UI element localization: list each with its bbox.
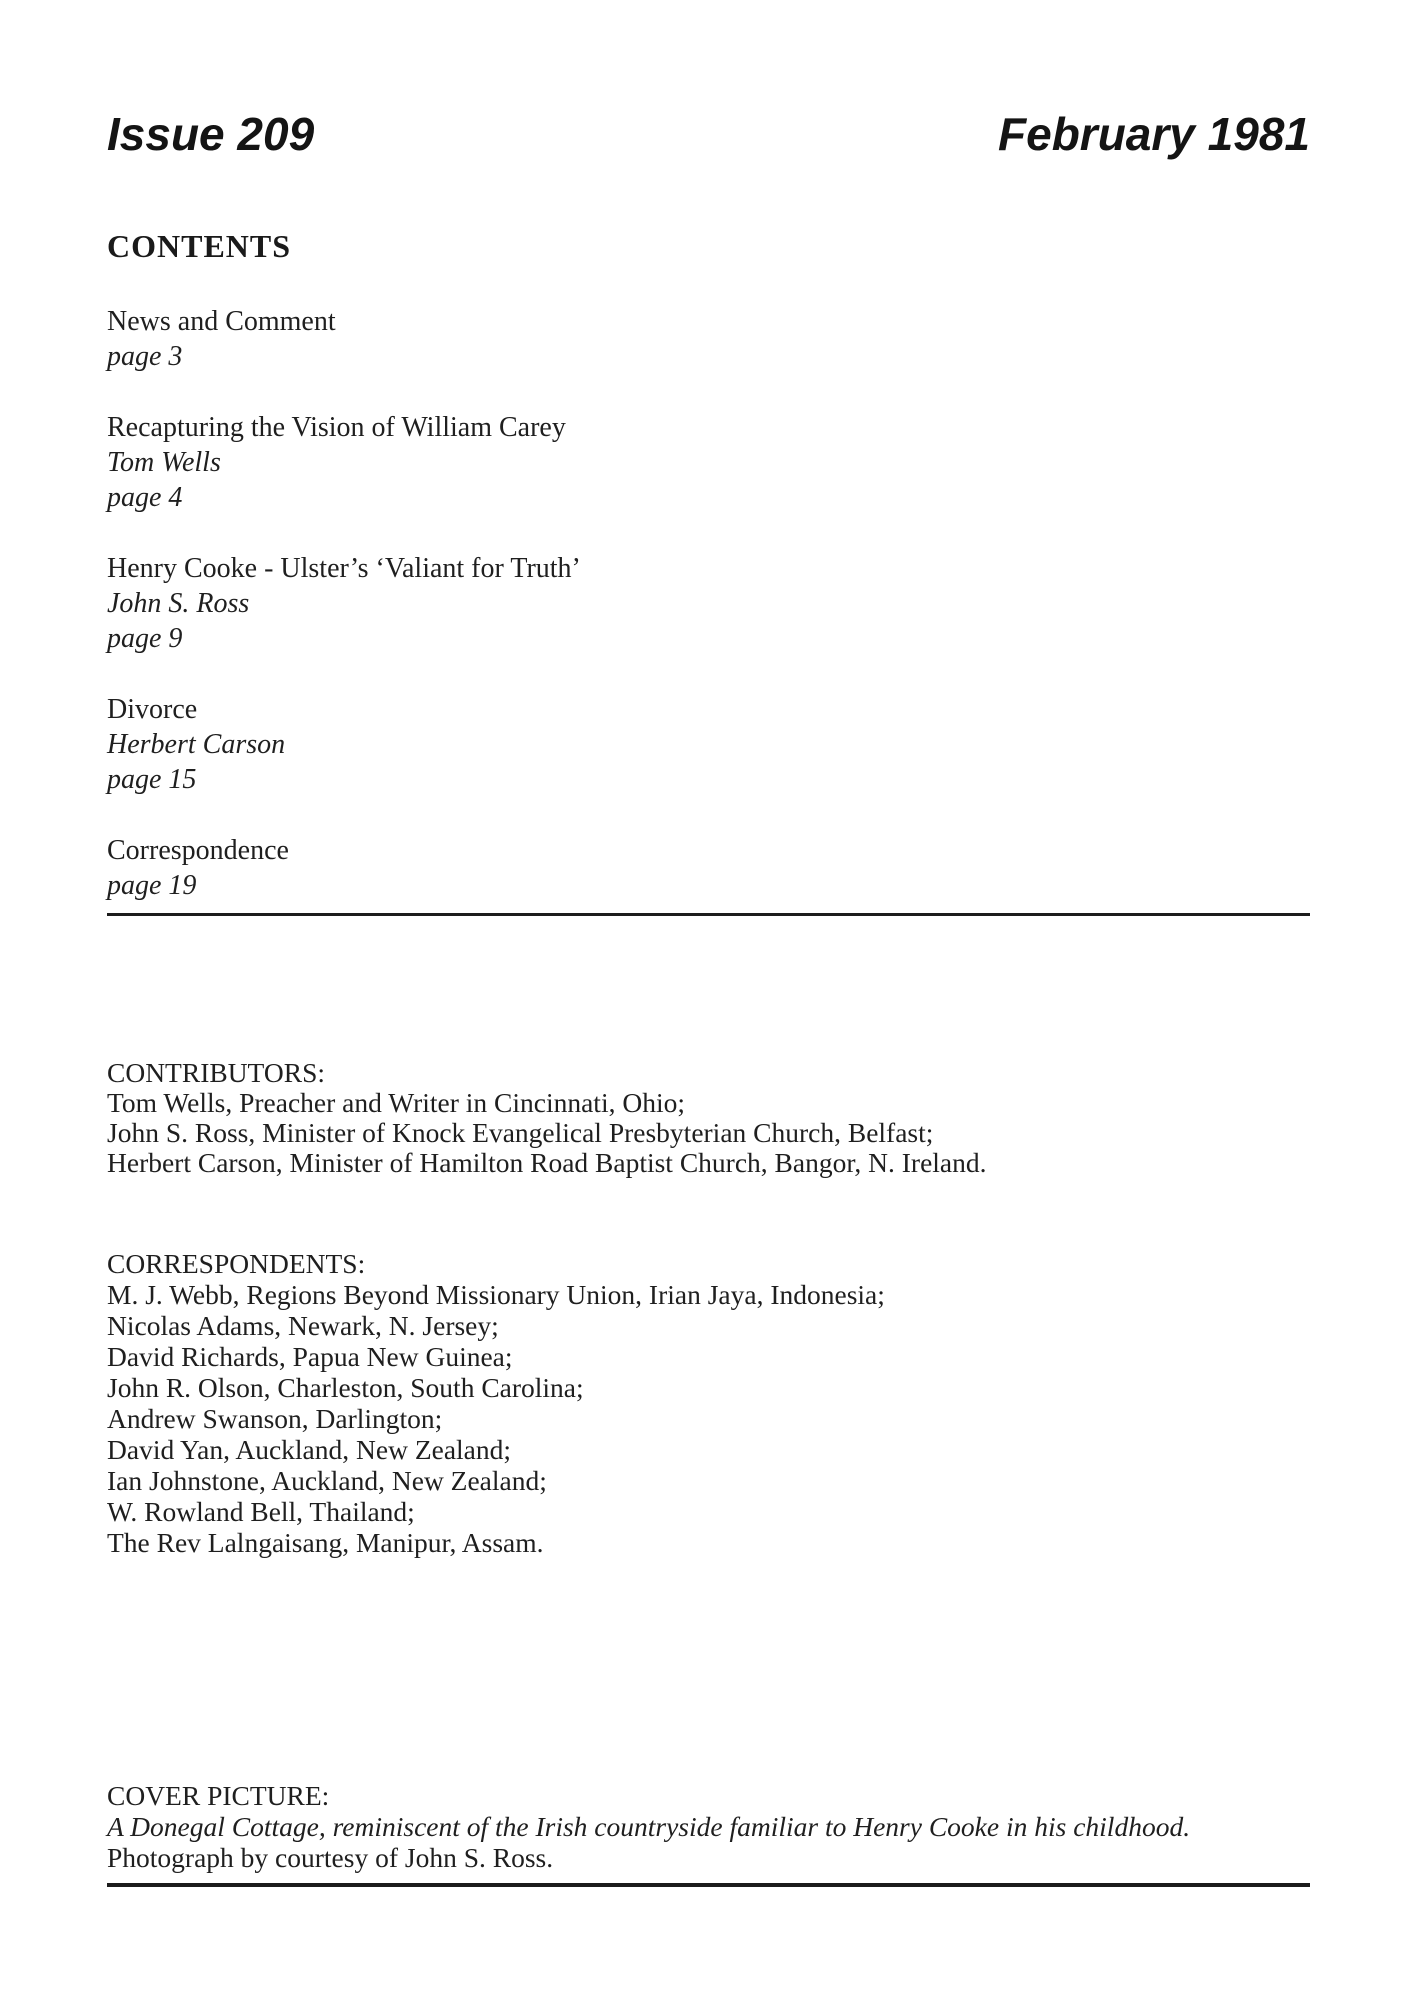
- cover-picture-section: [107, 1780, 1310, 1873]
- contributors-heading: CONTRIBUTORS:: [107, 1057, 325, 1088]
- toc-entry-author: Herbert Carson: [107, 729, 286, 760]
- contents-heading: CONTENTS: [107, 228, 292, 264]
- correspondent-line: Andrew Swanson, Darlington;: [107, 1403, 443, 1434]
- toc-entry-page: page 15: [107, 764, 197, 795]
- toc-entry-divorce: [107, 692, 1310, 797]
- masthead: [107, 108, 1310, 160]
- divider-rule-bottom: [107, 1883, 1310, 1887]
- toc-entry-page: page 9: [107, 623, 183, 654]
- correspondent-line: M. J. Webb, Regions Beyond Missionary Union, Irian Jaya, Indonesia;: [107, 1279, 885, 1310]
- correspondent-line: David Richards, Papua New Guinea;: [107, 1341, 513, 1372]
- toc-entry-henry-cooke: [107, 551, 1310, 656]
- toc-entry-news-and-comment: [107, 304, 1310, 374]
- contributors-section: [107, 1058, 1310, 1178]
- correspondent-line: John R. Olson, Charleston, South Carolina;: [107, 1372, 584, 1403]
- correspondent-line: David Yan, Auckland, New Zealand;: [107, 1434, 512, 1465]
- toc-entry-title: Divorce: [107, 694, 198, 725]
- toc-entry-title: Recapturing the Vision of William Carey: [107, 412, 566, 443]
- cover-picture-caption: A Donegal Cottage, reminiscent of the Irish countryside familiar to Henry Cooke in his childhood.: [107, 1811, 1191, 1842]
- toc-entry-correspondence: [107, 833, 1310, 903]
- contributor-line: Tom Wells, Preacher and Writer in Cincinnati, Ohio;: [107, 1087, 685, 1118]
- toc-entry-author: John S. Ross: [107, 588, 250, 619]
- contents-list: [107, 304, 1310, 903]
- toc-entry-title: News and Comment: [107, 306, 336, 337]
- toc-entry-page: page 19: [107, 870, 197, 901]
- contributor-line: John S. Ross, Minister of Knock Evangelical Presbyterian Church, Belfast;: [107, 1117, 934, 1148]
- issue-number: Issue 209: [107, 108, 315, 160]
- correspondents-section: [107, 1248, 1310, 1558]
- correspondent-line: The Rev Lalngaisang, Manipur, Assam.: [107, 1527, 544, 1558]
- correspondent-line: Ian Johnstone, Auckland, New Zealand;: [107, 1465, 547, 1496]
- correspondent-line: W. Rowland Bell, Thailand;: [107, 1496, 415, 1527]
- toc-entry-title: Correspondence: [107, 835, 289, 866]
- toc-entry-author: Tom Wells: [107, 447, 221, 478]
- toc-entry-title: Henry Cooke - Ulster’s ‘Valiant for Truth’: [107, 553, 581, 584]
- correspondents-heading: CORRESPONDENTS:: [107, 1248, 366, 1279]
- cover-picture-heading: COVER PICTURE:: [107, 1780, 330, 1811]
- toc-entry-page: page 4: [107, 482, 183, 513]
- cover-picture-credit: Photograph by courtesy of John S. Ross.: [107, 1842, 554, 1873]
- contributor-line: Herbert Carson, Minister of Hamilton Road Baptist Church, Bangor, N. Ireland.: [107, 1147, 987, 1178]
- issue-date: February 1981: [998, 108, 1310, 160]
- toc-entry-william-carey: [107, 410, 1310, 515]
- divider-rule-top: [107, 913, 1310, 916]
- toc-entry-page: page 3: [107, 341, 183, 372]
- correspondent-line: Nicolas Adams, Newark, N. Jersey;: [107, 1310, 499, 1341]
